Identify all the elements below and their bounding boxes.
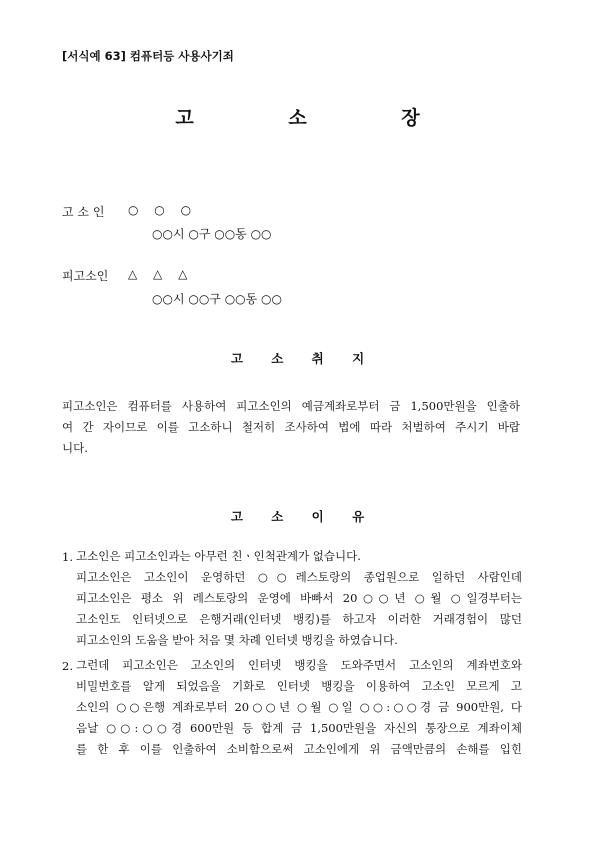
reason-line: 고소인도 인터넷으로 은행거래(인터넷 뱅킹)를 하고자 이러한 거래경험이 많던 xyxy=(76,612,522,626)
reason-item xyxy=(76,655,522,760)
reason-line: 고소인은 피고소인과는 아무런 친ㆍ인척관계가 없습니다. xyxy=(76,549,361,563)
reasons-heading: 고 소 이 유 xyxy=(230,509,377,524)
purpose-line: 여 간 자이므로 이를 고소하니 철저히 조사하여 법에 따라 처벌하여 주시기 바랍 xyxy=(62,420,520,434)
defendant-address: ○○시 ○○구 ○○동 ○○ xyxy=(152,292,282,306)
reason-number: 1. xyxy=(62,550,73,564)
reason-line: 비밀번호를 알게 되었음을 기화로 인터넷 뱅킹을 이용하여 고소인 모르게 고 xyxy=(76,679,522,693)
reason-item xyxy=(76,546,522,651)
purpose-line: 니다. xyxy=(62,441,88,455)
complainant-name: ○ ○ ○ xyxy=(128,203,198,217)
reason-line: 소인의 ○○은행 계좌로부터 20○○년 ○월 ○일 ○○:○○경 금 900만원, 다 xyxy=(76,700,522,714)
reason-number: 2. xyxy=(62,659,73,673)
purpose-heading: 고 소 취 지 xyxy=(230,351,377,366)
reason-line: 피고소인은 고소인이 운영하던 ○○레스토랑의 종업원으로 일하던 사람인데 xyxy=(76,570,522,584)
document-title: 고 소 장 xyxy=(175,107,464,129)
purpose-paragraph xyxy=(62,396,520,459)
defendant-label: 피고소인 xyxy=(62,269,109,283)
reason-line: 음날 ○○:○○경 600만원 등 합계 금 1,500만원을 자신의 통장으로 계좌이체 xyxy=(76,721,522,735)
purpose-line: 피고소인은 컴퓨터를 사용하여 피고소인의 예금계좌로부터 금 1,500만원을 인출하 xyxy=(62,399,520,413)
reason-line: 를 한 후 이를 인출하여 소비함으로써 고소인에게 위 금액만큼의 손해를 입힌 xyxy=(76,742,522,756)
reason-line: 피고소인은 평소 위 레스토랑의 운영에 바빠서 20○○년 ○월 ○일경부터는 xyxy=(76,591,522,605)
complainant-address: ○○시 ○구 ○○동 ○○ xyxy=(152,227,272,241)
reason-line: 그런데 피고소인은 고소인의 인터넷 뱅킹을 도와주면서 고소인의 계좌번호와 xyxy=(76,658,522,672)
complainant-label: 고 소 인 xyxy=(62,205,105,219)
reason-line: 피고소인의 도움을 받아 처음 몇 차례 인터넷 뱅킹을 하였습니다. xyxy=(76,633,398,647)
form-label: [서식예 63] 컴퓨터등 사용사기죄 xyxy=(62,49,234,63)
defendant-name: △ △ △ xyxy=(128,267,194,281)
